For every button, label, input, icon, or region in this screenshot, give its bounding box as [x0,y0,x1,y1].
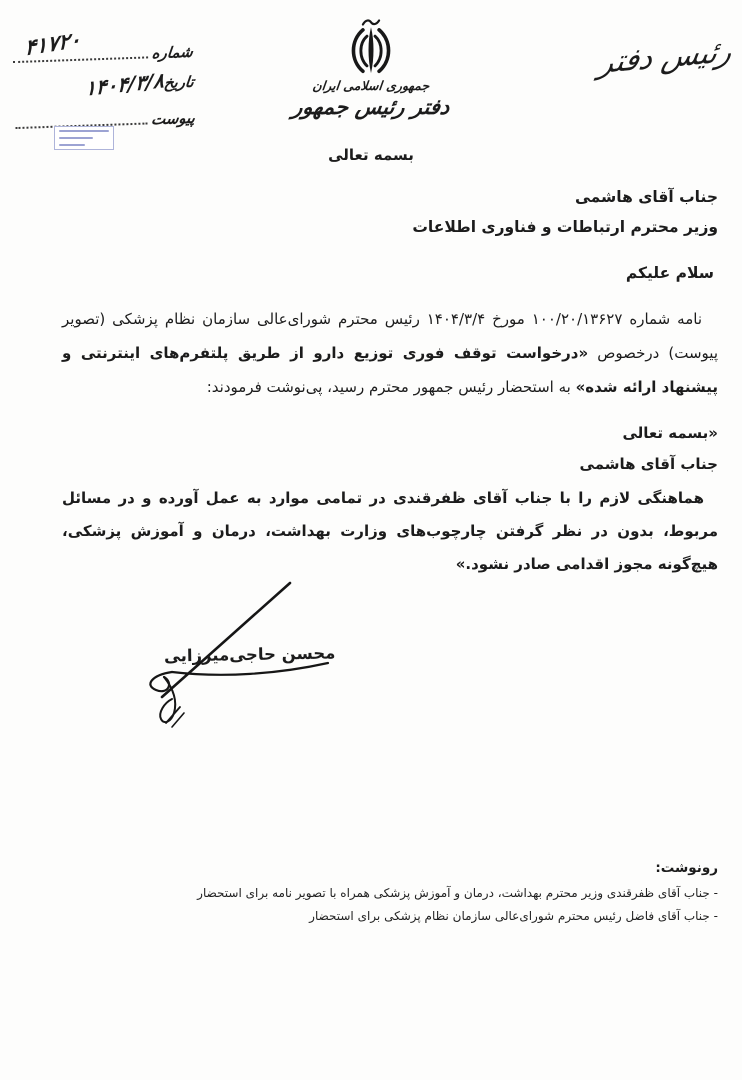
signature-block [128,575,353,735]
signatory-name: محسن حاجی‌میرزایی [163,643,336,666]
reference-number-label: شماره [151,42,194,63]
recipient-name: جناب آقای هاشمی [574,188,718,206]
directive-besmellah: «بسمه تعالی [622,424,718,442]
recipient-title: وزیر محترم ارتباطات و فناوری اطلاعات [412,218,718,236]
reference-date-row [12,67,195,103]
directive-addressee: جناب آقای هاشمی [579,455,718,473]
handwritten-reference-number: ۴۱۷۲۰ [24,27,81,61]
reference-block [10,27,197,133]
office-name-line: دفتر رئیس جمهور [290,95,452,119]
besmellah-heading: بسمه تعالی [328,146,414,164]
cc-item: - جناب آقای ظفرقندی وزیر محترم بهداشت، درمان و آموزش پزشکی همراه با تصویر نامه برای استحضار [197,886,718,900]
stamp-text-line [59,130,109,132]
body-paragraph [62,302,718,404]
stamp-text-line [59,137,93,139]
letterhead [256,18,486,119]
recipient-block [412,182,718,242]
cc-item: - جناب آقای فاضل رئیس محترم شورای‌عالی سازمان نظام پزشکی برای استحضار [309,909,718,923]
reference-number-row [10,27,194,67]
reference-attachment-label: پیوست [150,108,197,129]
reference-date-label: تاریخ [163,72,195,92]
body-subject-bold: «درخواست توقف فوری توزیع دارو از طریق پلتفرم‌های اینترنتی و پیشنهاد ارائه شده» [62,344,718,396]
directive-text: هماهنگی لازم را با جناب آقای ظفرقندی در تمامی موارد به عمل آورده و در مسائل مربوط، بدون در نظر گرفتن چارچوب‌های وزارت بهداشت، درمان و آموزش پزشکی، هیچ‌گونه مجوز اقدامی صادر نشود.» [62,489,718,573]
iran-emblem-icon [344,18,398,76]
body-outro: به استحضار رئیس جمهور محترم رسید، پی‌نوشت فرمودند: [206,378,576,396]
handwritten-reference-date: ۱۴۰۴/۳/۸ [84,68,165,101]
body-intro: نامه شماره ۱۰۰/۲۰/۱۳۶۲۷ مورخ ۱۴۰۴/۳/۴ رئیس محترم شورای‌عالی سازمان نظام پزشکی (تصویر پیوست) درخصوص [62,310,718,362]
directive-block [62,418,718,581]
org-name-line: جمهوری اسلامی ایران [311,78,431,93]
cc-label: رونوشت: [655,860,718,876]
salutation: سلام علیکم [625,264,714,282]
cc-block [28,860,718,928]
handwritten-office-head-note: رئیس دفتر [596,33,735,82]
